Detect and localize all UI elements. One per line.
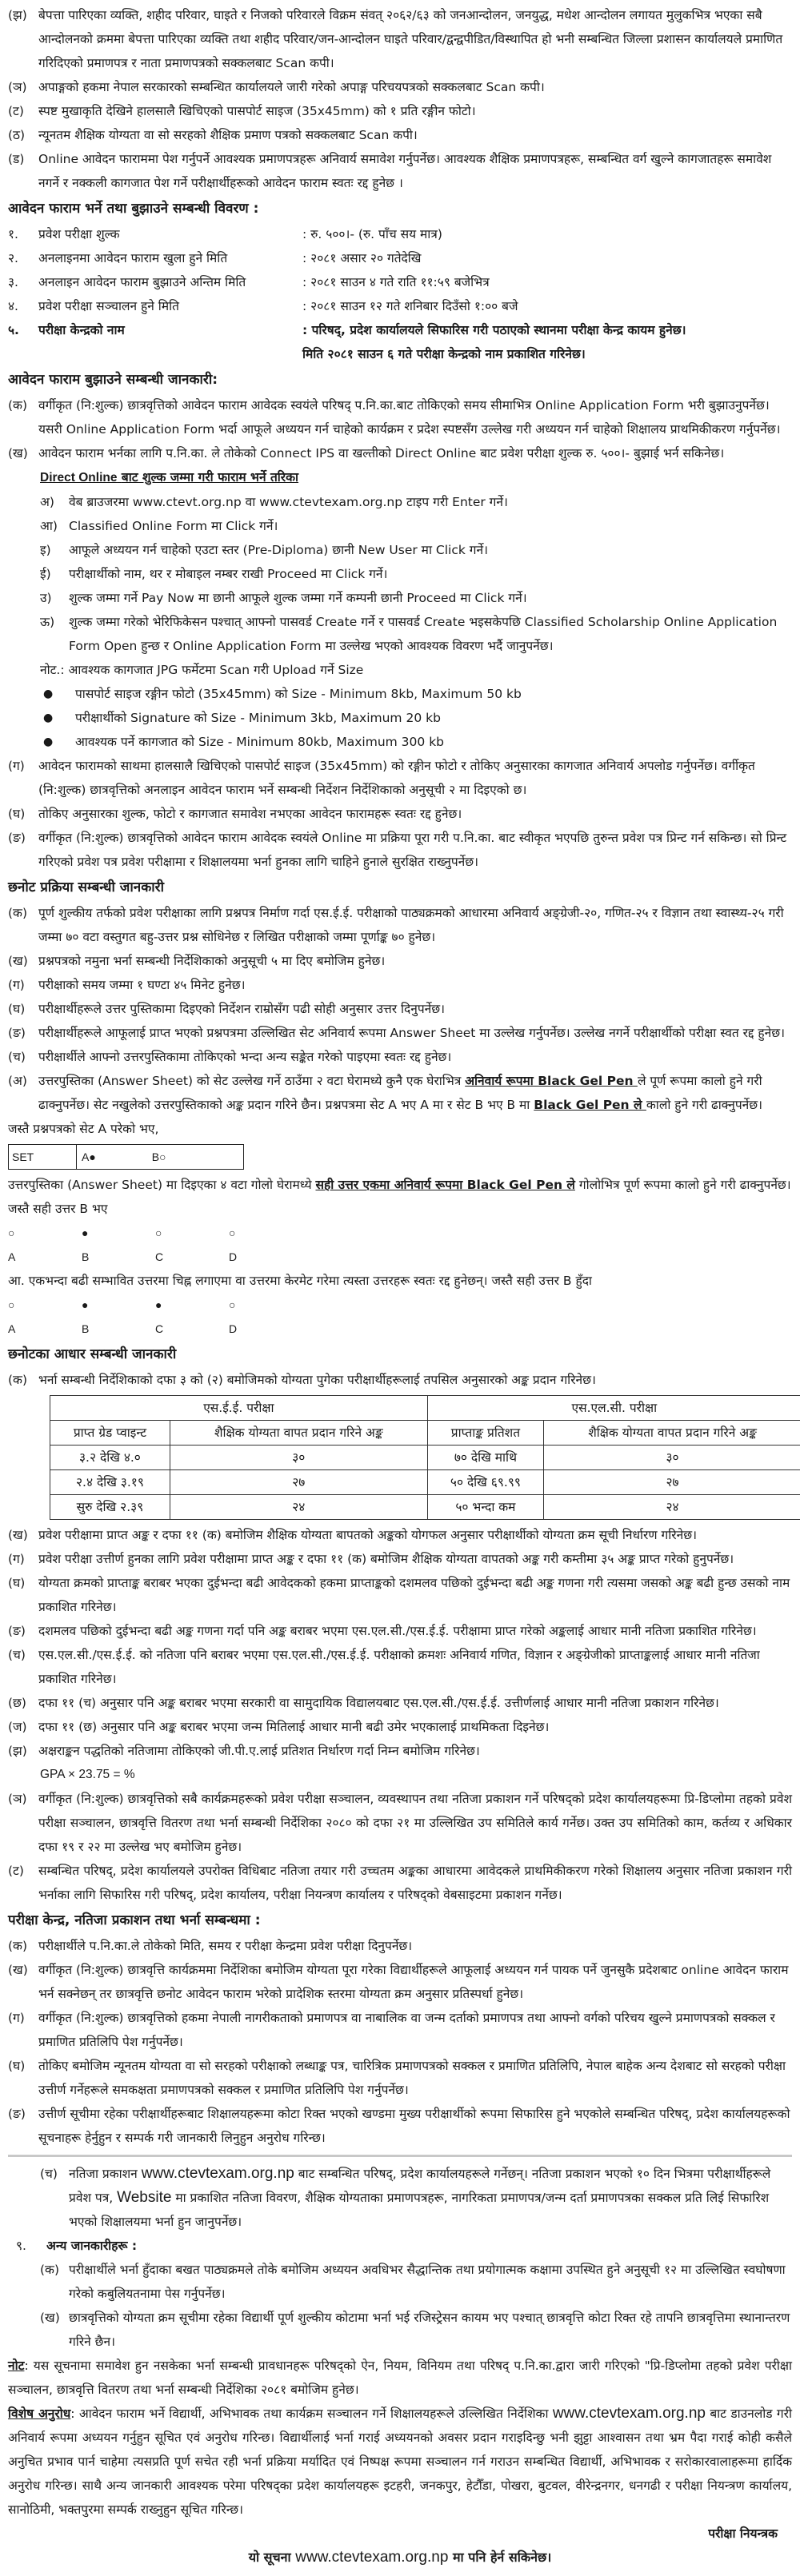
item-text: वर्गीकृत (नि:शुल्क) छात्रवृत्ति कार्यक्रममा निर्देशिका बमोजिम योग्यता पूरा गरेका विद्यार्थीहरूले आफूलाई अध्ययन गर्न पायक पर्ने जुनसुकै प्रदेशबाट online आवेदन फाराम भर्न सक्नेछन् तर छात्रवृत्ति छनोट आवेदन फाराम भरेको प्रादेशिक स्तरमा योग्यता क्रम अनुसार प्रतिस्पर्धा हुनेछ। <box>38 1958 792 2006</box>
item-label: (ङ) <box>8 1021 38 1045</box>
bubble-letter: B <box>82 1245 155 1269</box>
item-label: (क) <box>8 393 38 417</box>
item-text: सम्बन्धित परिषद्, प्रदेश कार्यालयले उपरोक्त विधिबाट नतिजा तयार गरी उच्चतम अङ्कका आधारमा आवेदकले प्राथमिकीकरण गरेको शिक्षालय अनुसार नतिजा प्रकाशन गरी भर्नाका लागि सिफारिस गरी परिषद्, प्रदेश कार्यालय, परीक्षा नियन्त्रण कार्यालय र परिषद्को वेबसाइटमा प्रकाशन गर्नेछ। <box>38 1859 792 1907</box>
detail-value: : परिषद्, प्रदेश कार्यालयले सिफारिस गरी पठाएको स्थानमा परीक्षा केन्द्र कायम हुनेछ। <box>302 318 792 342</box>
bubble-letter: D <box>229 1317 302 1341</box>
detail-number: १. <box>8 222 38 246</box>
item-text: एस.एल.सी./एस.ई.ई. को नतिजा पनि बराबर भएमा एस.एल.सी./एस.ई.ई. परीक्षाको क्रमशः अनिवार्य गणित, विज्ञान र अङ्ग्रेजीको प्राप्ताङ्कलाई आधार मानी नतिजा प्रकाशित गरिनेछ। <box>38 1643 792 1691</box>
detail-value: : २०८१ असार २० गतेदेखि <box>302 246 792 270</box>
list-item <box>8 1787 792 1859</box>
item-label: (ड) <box>8 147 38 171</box>
item-label: (ङ) <box>8 826 38 850</box>
text-part: उत्तरपुस्तिका (Answer Sheet) को सेट उल्लेख गर्ने ठाउँमा २ वटा घेरामध्ये कुनै एक घेराभित्र <box>38 1074 465 1088</box>
item-text: परीक्षार्थीले आफ्नो उत्तरपुस्तिकामा तोकिएको भन्दा अन्य सङ्केत गरेको पाइएमा स्वतः रद्द हुनेछ। <box>38 1045 792 1069</box>
bubble-icon: ● <box>82 1221 155 1245</box>
list-item <box>8 1021 792 1045</box>
item-label: (ग) <box>8 2006 38 2030</box>
bullet-item <box>8 730 792 754</box>
item-text: आवेदन फाराम भर्नका लागि प.नि.का. ले तोकेको Connect IPS वा खल्तीको Direct Online बाट प्रवेश परीक्षा शुल्क रु. ५००।- बुझाई भर्न सकिनेछ। <box>38 441 792 465</box>
bubble-letter: A <box>8 1317 82 1341</box>
step-item <box>8 538 792 562</box>
example-set-text: जस्तै प्रश्नपत्रको सेट A परेको भए, <box>8 1117 792 1141</box>
item-label: (ठ) <box>8 123 38 147</box>
item-label: (ख) <box>8 441 38 465</box>
detail-number: ४. <box>8 294 38 318</box>
item-label: ९. <box>16 2234 46 2258</box>
detail-row-fee <box>8 222 792 246</box>
item-text: वर्गीकृत (नि:शुल्क) छात्रवृत्तिको आवेदन फाराम आवेदक स्वयंले Online मा प्रक्रिया पूरा गरी प.नि.का. बाट स्वीकृत भएपछि तुरुन्त प्रवेश पत्र प्रिन्ट गर्न सकिन्छ। सो प्रिन्ट गरिएको प्रवेश पत्र प्रवेश परीक्षामा र शिक्षालयमा भर्ना हुनका लागि चाहिने हुनाले सुरक्षित राख्नुपर्नेछ। <box>38 826 792 874</box>
item-label: (ख) <box>40 2306 69 2330</box>
required-documents-list <box>8 3 792 195</box>
item-label: (क) <box>8 1368 38 1392</box>
emphasis-text: Black Gel Pen ले <box>534 1098 646 1112</box>
item-text: भर्ना सम्बन्धी निर्देशिकाको दफा ३ को (२) बमोजिमको योग्यता पुगेका परीक्षार्थीहरूलाई तपसिल अनुसारको अङ्क प्रदान गरिनेछ। <box>38 1368 792 1392</box>
list-item <box>8 1643 792 1691</box>
section-heading: अन्य जानकारीहरू : <box>46 2234 792 2258</box>
item-label: (ज) <box>8 1715 38 1739</box>
step-item <box>8 514 792 538</box>
item-text: तोकिए बमोजिम न्यूनतम योग्यता वा सो सरहको परीक्षाको लब्धाङ्क पत्र, चारित्रिक प्रमाणपत्रको सक्कल र प्रमाणित प्रतिलिपि, नेपाल बाहेक अन्य देशबाट सो सरहको परीक्षा उत्तीर्ण गर्नेहरूले समकक्षता प्रमाणपत्रको सक्कल र प्रमाणित प्रतिलिपि पेश गर्नुपर्नेछ। <box>38 2054 792 2102</box>
detail-value: : २०८१ साउन ४ गते राति ११:५९ बजेभित्र <box>302 270 792 294</box>
bubble-icon: ○ <box>155 1221 229 1245</box>
table-cell: ३० <box>544 1446 800 1470</box>
detail-row-exam-date <box>8 294 792 318</box>
item-text: छात्रवृत्तिको योग्यता क्रम सूचीमा रहेका विद्यार्थी पूर्ण शुल्कीय कोटामा भर्ना भई रजिस्ट्रेसन कायम भए पश्चात् छात्रवृत्ति कोटा रिक्त रहे तापनि छात्रवृत्तिमा स्थानान्तरण गरिने छैन। <box>69 2306 792 2354</box>
table-row <box>50 1470 800 1495</box>
bubble-letter: A <box>8 1245 82 1269</box>
upload-size-note: नोट.: आवश्यक कागजात JPG फर्मेटमा Scan गरी Upload गर्ने Size <box>8 658 792 682</box>
item-text: दशमलव पछिको दुईभन्दा बढी अङ्क गणना गर्दा पनि अङ्क बराबर भएमा एस.एल.सी./एस.ई.ई. परीक्षामा प्राप्त गरेको अङ्कलाई आधार मानी नतिजा प्रकाशित गरिनेछ। <box>38 1619 792 1643</box>
list-item <box>8 1859 792 1907</box>
signature-title: परीक्षा नियन्त्रक <box>8 2522 792 2546</box>
bullet-item <box>8 682 792 706</box>
special-request-label: विशेष अनुरोध <box>8 2407 70 2421</box>
step-text: Classified Online Form मा Click गर्ने। <box>69 514 792 538</box>
section-heading: आवेदन फाराम बुझाउने सम्बन्धी जानकारी: <box>8 368 792 392</box>
note-label: नोट <box>8 2359 24 2373</box>
item-text <box>69 2162 792 2234</box>
gpa-formula: GPA × 23.75 = % <box>8 1763 792 1787</box>
item-label: (अ) <box>8 1069 38 1093</box>
list-item <box>8 2054 792 2102</box>
text-part: कालो हुने गरी ढाक्नुपर्नेछ। <box>646 1098 762 1112</box>
bubble-letter: C <box>155 1317 229 1341</box>
table-cell: २४ <box>170 1495 427 1520</box>
section-heading: आवेदन फाराम भर्ने तथा बुझाउने सम्बन्धी विवरण : <box>8 197 792 221</box>
bubble-letter: B <box>82 1317 155 1341</box>
detail-number: ५. <box>8 318 38 342</box>
table-cell: ३० <box>170 1446 427 1470</box>
item-text: आवेदन फारामको साथमा हालसालै खिचिएको पासपोर्ट साइज (35x45mm) को रङ्गीन फोटो र तोकिए अनुसारका कागजात अनिवार्य अपलोड गर्नुपर्नेछ। वर्गीकृत (नि:शुल्क) छात्रवृत्तिको अनलाइन आवेदन फाराम भर्ने सम्बन्धी निर्देशन निर्देशिकाको अनुसूची २ मा दिइएको छ। <box>38 754 792 802</box>
bubble-icon: ○ <box>229 1221 302 1245</box>
column-header: प्राप्त ग्रेड प्वाइन्ट <box>50 1421 170 1446</box>
detail-key: परीक्षा केन्द्रको नाम <box>38 318 302 342</box>
item-text: उत्तीर्ण सूचीमा रहेका परीक्षार्थीहरूबाट शिक्षालयहरूमा कोटा रिक्त भएको खण्डमा मुख्य परीक्षार्थीको रूपमा सिफारिस हुने भएकोले सम्बन्धित परिषद्, प्रदेश कार्यालयहरूको सूचनाहरू हेर्नुहुन र सम्पर्क गरी जानकारी लिनुहुन अनुरोध गरिन्छ। <box>38 2102 792 2150</box>
table-cell: २७ <box>170 1470 427 1495</box>
item-label: (ग) <box>8 754 38 778</box>
list-item <box>8 99 792 123</box>
list-item <box>8 973 792 997</box>
table-row <box>50 1446 800 1470</box>
website-word: Website <box>117 2189 171 2206</box>
bubble-icon: ○ <box>8 1293 82 1317</box>
table-row <box>50 1495 800 1520</box>
item-text: योग्यता क्रमको प्राप्ताङ्क बराबर भएका दुईभन्दा बढी आवेदकको हकमा प्राप्ताङ्कको दशमलव पछिको दुईभन्दा बढी अङ्क गणना गरी त्यसमा जसको अङ्क बढी हुन्छ उसको नाम प्रकाशित गरिनेछ। <box>38 1571 792 1619</box>
set-option-a: A● <box>82 1145 96 1169</box>
text-part: गोलोभित्र पूर्ण रूपमा कालो हुने गरी ढाक्नुपर्नेछ। जस्तै सही उत्तर B भए <box>8 1178 791 1216</box>
list-item <box>8 2258 792 2306</box>
list-item <box>8 901 792 949</box>
step-label: इ) <box>40 538 69 562</box>
footer-notice <box>8 2546 792 2570</box>
item-text: अपाङ्गको हकमा नेपाल सरकारको सम्बन्धित कार्यालयले जारी गरेको अपाङ्ग परिचयपत्रको सक्कलबाट Scan कपी। <box>38 75 792 99</box>
table-cell: ५० देखि ६९.९९ <box>427 1470 543 1495</box>
set-label: SET <box>9 1145 77 1169</box>
item-text: दफा ११ (छ) अनुसार पनि अङ्क बराबर भएमा जन्म मितिलाई आधार मानी बढी उमेर भएकालाई प्राथमिकता दिइनेछ। <box>38 1715 792 1739</box>
detail-row-open-date <box>8 246 792 270</box>
step-item <box>8 490 792 514</box>
note-paragraph <box>8 2354 792 2402</box>
bubble-marks-wrong <box>8 1293 792 1317</box>
bullet-text: पासपोर्ट साइज रङ्गीन फोटो (35x45mm) को Size - Minimum 8kb, Maximum 50 kb <box>75 682 792 706</box>
item-label: (घ) <box>8 1571 38 1595</box>
step-item <box>8 562 792 586</box>
list-item <box>8 393 792 441</box>
answer-instruction <box>8 1173 792 1221</box>
list-item <box>8 949 792 973</box>
bullet-text: परीक्षार्थीको Signature को Size - Minimum 3kb, Maximum 20 kb <box>75 706 792 730</box>
bullet-icon: ● <box>43 682 75 706</box>
bubble-icon: ● <box>155 1293 229 1317</box>
item-label: (छ) <box>8 1691 38 1715</box>
item-label: (च) <box>8 1643 38 1667</box>
step-label: ई) <box>40 562 69 586</box>
emphasis-text: सही उत्तर एकमा अनिवार्य रूपमा Black Gel Pen ले <box>315 1178 574 1192</box>
list-item <box>8 1045 792 1069</box>
table-cell: ३.२ देखि ४.० <box>50 1446 170 1470</box>
step-label: ऊ) <box>40 610 69 634</box>
bullet-text: आवश्यक पर्ने कागजात को Size - Minimum 80kb, Maximum 300 kb <box>75 730 792 754</box>
detail-row-exam-centre <box>8 318 792 342</box>
bubble-letters-wrong <box>8 1317 792 1341</box>
item-label: (ङ) <box>8 1619 38 1643</box>
selection-section <box>8 875 792 1341</box>
section-heading: परीक्षा केन्द्र, नतिजा प्रकाशन तथा भर्ना सम्बन्धमा : <box>8 1908 792 1932</box>
item-text: स्पष्ट मुखाकृति देखिने हालसालै खिचिएको पासपोर्ट साइज (35x45mm) को १ प्रति रङ्गीन फोटो। <box>38 99 792 123</box>
step-text: परीक्षार्थीको नाम, थर र मोबाइल नम्बर राखी Proceed मा Click गर्ने। <box>69 562 792 586</box>
group-header-see: एस.ई.ई. परीक्षा <box>50 1396 428 1421</box>
item-label: (घ) <box>8 802 38 826</box>
list-item <box>8 2006 792 2054</box>
item-label: (ञ) <box>8 1787 38 1811</box>
item-label: (घ) <box>8 2054 38 2078</box>
list-item <box>8 1368 792 1392</box>
list-item-answer-sheet-set <box>8 1069 792 1117</box>
group-header-slc: एस.एल.सी. परीक्षा <box>427 1396 800 1421</box>
table-cell: २४ <box>544 1495 800 1520</box>
detail-number: ३. <box>8 270 38 294</box>
list-item <box>8 1691 792 1715</box>
application-details-section <box>8 197 792 366</box>
website-link[interactable]: www.ctevtexam.org.np <box>295 2549 448 2566</box>
item-label: (क) <box>40 2258 69 2282</box>
text-part: मा पनि हेर्न सकिनेछ। <box>448 2550 551 2565</box>
centre-results-section <box>8 1908 792 2150</box>
list-item <box>8 441 792 465</box>
item-text: अक्षराङ्कन पद्धतिको नतिजामा तोकिएको जी.पी.ए.लाई प्रतिशत निर्धारण गर्दा निम्न बमोजिम गरिनेछ। <box>38 1739 792 1763</box>
bullet-item <box>8 706 792 730</box>
item-label: (झ) <box>8 1739 38 1763</box>
detail-number: २. <box>8 246 38 270</box>
list-item <box>8 802 792 826</box>
item-text: वर्गीकृत (नि:शुल्क) छात्रवृत्तिको हकमा नेपाली नागरीकताको प्रमाणपत्र वा नाबालिक वा जन्म दर्ताको प्रमाणपत्र तथा आफ्नो वर्गको परिचय खुल्ने प्रमाणपत्रको सक्कल र प्रमाणित प्रतिलिपि पेश गर्नुपर्नेछ। <box>38 2006 792 2054</box>
detail-value: : रु. ५००।- (रु. पाँच सय मात्र) <box>302 222 792 246</box>
table-cell: २७ <box>544 1470 800 1495</box>
item-label: (ग) <box>8 1547 38 1571</box>
website-link[interactable]: www.ctevtexam.org.np <box>142 2165 294 2182</box>
detail-key: अनलाइन आवेदन फाराम बुझाउने अन्तिम मिति <box>38 270 302 294</box>
detail-key: अनलाइनमा आवेदन फाराम खुला हुने मिति <box>38 246 302 270</box>
step-label: अ) <box>40 490 69 514</box>
item-text: परीक्षार्थीले प.नि.का.ले तोकेको मिति, समय र परीक्षा केन्द्रमा प्रवेश परीक्षा दिनुपर्नेछ। <box>38 1934 792 1958</box>
item-label: (ग) <box>8 973 38 997</box>
item-text: परीक्षाको समय जम्मा १ घण्टा ४५ मिनेट हुनेछ। <box>38 973 792 997</box>
item-text: प्रवेश परीक्षा उत्तीर्ण हुनका लागि प्रवेश परीक्षामा प्राप्त अङ्क र दफा ११ (क) बमोजिम शैक्षिक योग्यता वापतको अङ्क गरी कम्तीमा ३५ अङ्क प्राप्त गरेको हुनुपर्नेछ। <box>38 1547 792 1571</box>
column-header: शैक्षिक योग्यता वापत प्रदान गरिने अङ्क <box>544 1421 800 1446</box>
item-text: पूर्ण शुल्कीय तर्फको प्रवेश परीक्षाका लागि प्रश्नपत्र निर्माण गर्दा एस.ई.ई. परीक्षाको पाठ्यक्रमको आधारमा अनिवार्य अङ्ग्रेजी-२०, गणित-२५ र विज्ञान तथा स्वास्थ्य-२५ गरी जम्मा ७० वटा वस्तुगत बहु-उत्तर प्रश्न सोधिनेछ र लिखित परीक्षाको जम्मा पूर्णाङ्क ७० हुनेछ। <box>38 901 792 949</box>
detail-value: : २०८१ साउन १२ गते शनिबार दिउँसो १:०० बजे <box>302 294 792 318</box>
list-item <box>8 826 792 874</box>
text-part: यो सूचना <box>249 2550 296 2565</box>
step-label: उ) <box>40 586 69 610</box>
website-link[interactable]: www.ctevtexam.org.np <box>553 2405 706 2422</box>
item-label: (च) <box>40 2162 69 2186</box>
item-label: (क) <box>8 901 38 925</box>
table-cell: २.४ देखि ३.१९ <box>50 1470 170 1495</box>
item-text: प्रवेश परीक्षामा प्राप्त अङ्क र दफा ११ (क) बमोजिम शैक्षिक योग्यता बापतको अङ्कको योगफल अनुसार परीक्षार्थीको योग्यता क्रम सूची निर्धारण गरिनेछ। <box>38 1523 792 1547</box>
list-item <box>8 1547 792 1571</box>
item-text: वर्गीकृत (नि:शुल्क) छात्रवृत्तिको आवेदन फाराम आवेदक स्वयंले परिषद् प.नि.का.बाट तोकिएको समय सीमाभित्र Online Application Form भरी बुझाउनुपर्नेछ। यसरी Online Application Form भर्दा आफूले अध्ययन गर्न चाहेको कार्यक्रम र प्रदेश स्पष्टसँग उल्लेख गरी अध्ययन गर्न चाहेको शिक्षालय प्राथमिकीकरण गर्नुपर्नेछ। <box>38 393 792 441</box>
set-option-b: B○ <box>152 1145 166 1169</box>
bullet-icon: ● <box>43 706 75 730</box>
wrong-answer-instruction: आ. एकभन्दा बढी सम्भावित उत्तरमा चिह्न लगाएमा वा उत्तरमा केरमेट गरेमा त्यस्ता उत्तरहरू स्वतः रद्द हुनेछन्। जस्तै सही उत्तर B हुँदा <box>8 1269 792 1293</box>
item-label: (झ) <box>8 3 38 27</box>
direct-online-heading <box>8 465 792 490</box>
list-item <box>8 123 792 147</box>
list-item <box>8 1715 792 1739</box>
bubble-letters-correct <box>8 1245 792 1269</box>
other-info-heading <box>8 2234 792 2258</box>
bubble-letter: D <box>229 1245 302 1269</box>
detail-key: प्रवेश परीक्षा सञ्चालन हुने मिति <box>38 294 302 318</box>
detail-row-deadline <box>8 270 792 294</box>
lower-section <box>8 2162 792 2570</box>
marks-table <box>50 1395 800 1520</box>
step-text: शुल्क जम्मा गरेको भेरिफिकेसन पश्चात् आफ्नो पासवर्ड Create गर्ने र पासवर्ड Create भइसकेपछि Classified Scholarship Online Application Form Open हुन्छ र Online Application Form मा उल्लेख भएको आवश्यक विवरण भर्दै जानुपर्नेछ। <box>69 610 792 658</box>
item-label: (ख) <box>8 1958 38 1982</box>
detail-continuation: मिति २०८१ साउन ६ गते परीक्षा केन्द्रको नाम प्रकाशित गरिनेछ। <box>8 342 792 366</box>
item-text: तोकिए अनुसारका शुल्क, फोटो र कागजात समावेश नभएका आवेदन फारामहरू स्वतः रद्द हुनेछ। <box>38 802 792 826</box>
bubble-icon: ○ <box>8 1221 82 1245</box>
item-label: (ख) <box>8 1523 38 1547</box>
item-text: परीक्षार्थीहरूले उत्तर पुस्तिकामा दिइएको निर्देशन राम्रोसँग पढी सोही अनुसार उत्तर दिनुपर्नेछ। <box>38 997 792 1021</box>
detail-key: प्रवेश परीक्षा शुल्क <box>38 222 302 246</box>
text-part: उत्तरपुस्तिका (Answer Sheet) मा दिइएका ४ वटा गोलो घेरामध्ये <box>8 1178 315 1192</box>
list-item <box>8 1619 792 1643</box>
bubble-icon: ○ <box>229 1293 302 1317</box>
item-text: प्रश्नपत्रको नमुना भर्ना सम्बन्धी निर्देशिकाको अनुसूची ५ मा दिए बमोजिम हुनेछ। <box>38 949 792 973</box>
set-options <box>77 1145 222 1169</box>
step-label: आ) <box>40 514 69 538</box>
list-item <box>8 1523 792 1547</box>
step-text: आफूले अध्ययन गर्न चाहेको एउटा स्तर (Pre-Diploma) छानी New User मा Click गर्ने। <box>69 538 792 562</box>
list-item <box>8 997 792 1021</box>
item-label: (च) <box>8 1045 38 1069</box>
text-part: बाट डाउनलोड गरी अनिवार्य रूपमा अध्ययन गर्नुहुन सूचित एवं अनुरोध गरिन्छ। विद्यार्थीलाई भर्ना गराई अध्ययनको अवसर प्रदान गराइदिन्छु भनी झुट्टा आश्वासन तथा भ्रम पैदा गराई कोही कसैले अनुचित प्रभाव पार्न चाहेमा त्यसप्रति पूर्ण सचेत रही भर्ना प्रक्रिया मर्यादित एवं निष्पक्ष रूपमा सञ्चालन गर्न गराउन सम्बन्धित विद्यार्थी, अभिभावक र सरोकारवालाहरूमा हार्दिक अनुरोध गरिन्छ। साथै अन्य जानकारी आवश्यक परेमा परिषद्का प्रदेश कार्यालयहरू इटहरी, जनकपुर, हेटौँडा, पोखरा, बुटवल, वीरेन्द्रनगर, धनगढी र परीक्षा नियन्त्रण कार्यालय, सानोठिमी, भक्तपुरमा सम्पर्क राख्नुहुन सूचित गरिन्छ। <box>8 2407 792 2517</box>
column-header: शैक्षिक योग्यता वापत प्रदान गरिने अङ्क <box>170 1421 427 1446</box>
item-text: बेपत्ता पारिएका व्यक्ति, शहीद परिवार, घाइते र निजको परिवारले विक्रम संवत् २०६२/६३ को जनआन्दोलन, जनयुद्ध, मधेश आन्दोलन लगायत मुलुकभित्र भएका सबै आन्दोलनको क्रममा बेपत्ता पारिएका व्यक्ति तथा शहीद परिवार/जन-आन्दोलन घाइते परिवार/द्वन्द्वपीडित/विस्थापित हो भनी सम्बन्धित जिल्ला प्रशासन कार्यालयले प्रमाणित गरिदिएको प्रमाणपत्र र नाता प्रमाणपत्रको सक्कलबाट Scan कपी। <box>38 3 792 75</box>
list-item <box>8 147 792 195</box>
item-text: वर्गीकृत (नि:शुल्क) छात्रवृत्तिको सबै कार्यक्रमहरूको प्रवेश परीक्षा सञ्चालन, व्यवस्थापन तथा नतिजा प्रकाशन गर्ने परिषद्को प्रदेश कार्यालयहरूमा प्रि-डिप्लोमा तहको प्रवेश परीक्षा सञ्चालन, छात्रवृत्ति वितरण तथा भर्ना सम्बन्धी निर्देशिका २०८० को दफा २१ मा उल्लिखित उप समितिले कार्य गर्नेछ। उक्त उप समितिको काम, कर्तव्य र अधिकार दफा १९ र २२ मा उल्लेख भए बमोजिम हुनेछ। <box>38 1787 792 1859</box>
column-header: प्राप्ताङ्क प्रतिशत <box>427 1421 543 1446</box>
table-cell: ७० देखि माथि <box>427 1446 543 1470</box>
set-example-box <box>8 1144 244 1170</box>
table-cell: ५० भन्दा कम <box>427 1495 543 1520</box>
section-divider <box>8 2155 792 2157</box>
item-label: (ख) <box>8 949 38 973</box>
item-label: (क) <box>8 1934 38 1958</box>
submission-section <box>8 368 792 874</box>
text-part: नतिजा प्रकाशन <box>69 2167 142 2181</box>
bubble-letter: C <box>155 1245 229 1269</box>
special-request-paragraph <box>8 2402 792 2522</box>
item-label: (ङ) <box>8 2102 38 2126</box>
item-label: (ट) <box>8 99 38 123</box>
step-item <box>8 586 792 610</box>
text-part: ले पूर्ण रूपमा कालो हुने गरी ढाक्नुपर्नेछ। सेट नखुलेको उत्तरपुस्तिकाको अङ्क प्रदान गरिने छैन। प्रश्नपत्रमा सेट A भए A मा र सेट B भए B मा <box>38 1074 762 1112</box>
list-item <box>8 1739 792 1763</box>
list-item <box>8 754 792 802</box>
list-item <box>8 1958 792 2006</box>
table-header-row <box>50 1421 800 1446</box>
section-heading: छनोट प्रक्रिया सम्बन्धी जानकारी <box>8 875 792 899</box>
table-group-header-row <box>50 1396 800 1421</box>
direct-online-heading-en: Direct Online <box>40 471 117 484</box>
item-label: (ट) <box>8 1859 38 1883</box>
item-label: (ञ) <box>8 75 38 99</box>
bubble-icon: ● <box>82 1293 155 1317</box>
list-item-results-publication <box>8 2162 792 2234</box>
item-text: परीक्षार्थीले भर्ना हुँदाका बखत पाठ्यक्रमले तोके बमोजिम अध्ययन अवधिभर सैद्धान्तिक तथा प्रयोगात्मक कक्षामा उपस्थित हुने अनुसूची १२ मा उल्लिखित स्वघोषणा गरेको कबुलियतनामा पेस गर्नुपर्नेछ। <box>69 2258 792 2306</box>
direct-online-heading-np: बाट शुल्क जम्मा गरी फाराम भर्ने तरिका <box>122 470 298 484</box>
text-part: बाट सम्बन्धित परिषद्, प्रदेश कार्यालयहरूले गर्नेछन्। नतिजा प्रकाशन भएको १० दिन भित्रमा परीक्षार्थीहरूले प्रवेश पत्र, <box>69 2167 770 2205</box>
text-part: मा प्रकाशित नतिजा विवरण, शैक्षिक योग्यताका प्रमाणपत्रहरू, नागरिकता प्रमाणपत्र/जन्म दर्ता प्रमाणपत्रका सक्कल प्रति लिई सिफारिश भएको शिक्षालयमा भर्ना हुन जानुपर्नेछ। <box>69 2191 769 2229</box>
text-part: : आवेदन फाराम भर्ने विद्यार्थी, अभिभावक तथा कार्यक्रम सञ्चालन गर्ने शिक्षालयहरूले उल्लिखित निर्देशिका <box>70 2407 553 2421</box>
selection-basis-section <box>8 1342 792 1907</box>
list-item <box>8 3 792 75</box>
emphasis-text: अनिवार्य रूपमा Black Gel Pen <box>465 1074 638 1088</box>
list-item <box>8 1934 792 1958</box>
note-text: : यस सूचनामा समावेश हुन नसकेका भर्ना सम्बन्धी प्रावधानहरू परिषद्को ऐन, नियम, विनियम तथा परिषद् प.नि.का.द्वारा जारी गरिएको "प्रि-डिप्लोमा तहको प्रवेश परीक्षा सञ्चालन, छात्रवृत्ति वितरण तथा भर्ना सम्बन्धी निर्देशिका २०८१ बमोजिम हुनेछ। <box>8 2359 792 2397</box>
bubble-marks-correct <box>8 1221 792 1245</box>
item-text <box>38 1069 792 1117</box>
item-label: (घ) <box>8 997 38 1021</box>
bullet-icon: ● <box>43 730 75 754</box>
item-text: Online आवेदन फाराममा पेश गर्नुपर्ने आवश्यक प्रमाणपत्रहरू अनिवार्य समावेश गर्नुपर्नेछ। आवश्यक शैक्षिक प्रमाणपत्रहरू, सम्बन्धित वर्ग खुल्ने कागजातहरू समावेश नगर्ने र नक्कली कागजात पेश गर्ने परीक्षार्थीहरूको आवेदन फाराम स्वतः रद्द हुनेछ । <box>38 147 792 195</box>
step-text: वेब ब्राउजरमा www.ctevt.org.np वा www.ctevtexam.org.np टाइप गरी Enter गर्ने। <box>69 490 792 514</box>
section-heading: छनोटका आधार सम्बन्धी जानकारी <box>8 1342 792 1366</box>
item-text: न्यूनतम शैक्षिक योग्यता वा सो सरहको शैक्षिक प्रमाण पत्रको सक्कलबाट Scan कपी। <box>38 123 792 147</box>
step-text: शुल्क जम्मा गर्ने Pay Now मा छानी आफूले शुल्क जम्मा गर्ने कम्पनी छानी Proceed मा Click गर्ने। <box>69 586 792 610</box>
item-text: दफा ११ (च) अनुसार पनि अङ्क बराबर भएमा सरकारी वा सामुदायिक विद्यालयबाट एस.एल.सी./एस.ई.ई. उत्तीर्णलाई आधार मानी नतिजा प्रकाशन गरिनेछ। <box>38 1691 792 1715</box>
item-text: परीक्षार्थीहरूले आफूलाई प्राप्त भएको प्रश्नपत्रमा उल्लिखित सेट अनिवार्य रूपमा Answer Sheet मा उल्लेख गर्नुपर्नेछ। उल्लेख नगर्ने परीक्षार्थीको परीक्षा स्वत रद्द हुनेछ। <box>38 1021 792 1045</box>
list-item <box>8 75 792 99</box>
step-item <box>8 610 792 658</box>
list-item <box>8 2102 792 2150</box>
list-item <box>8 2306 792 2354</box>
table-cell: सुरु देखि २.३९ <box>50 1495 170 1520</box>
list-item <box>8 1571 792 1619</box>
